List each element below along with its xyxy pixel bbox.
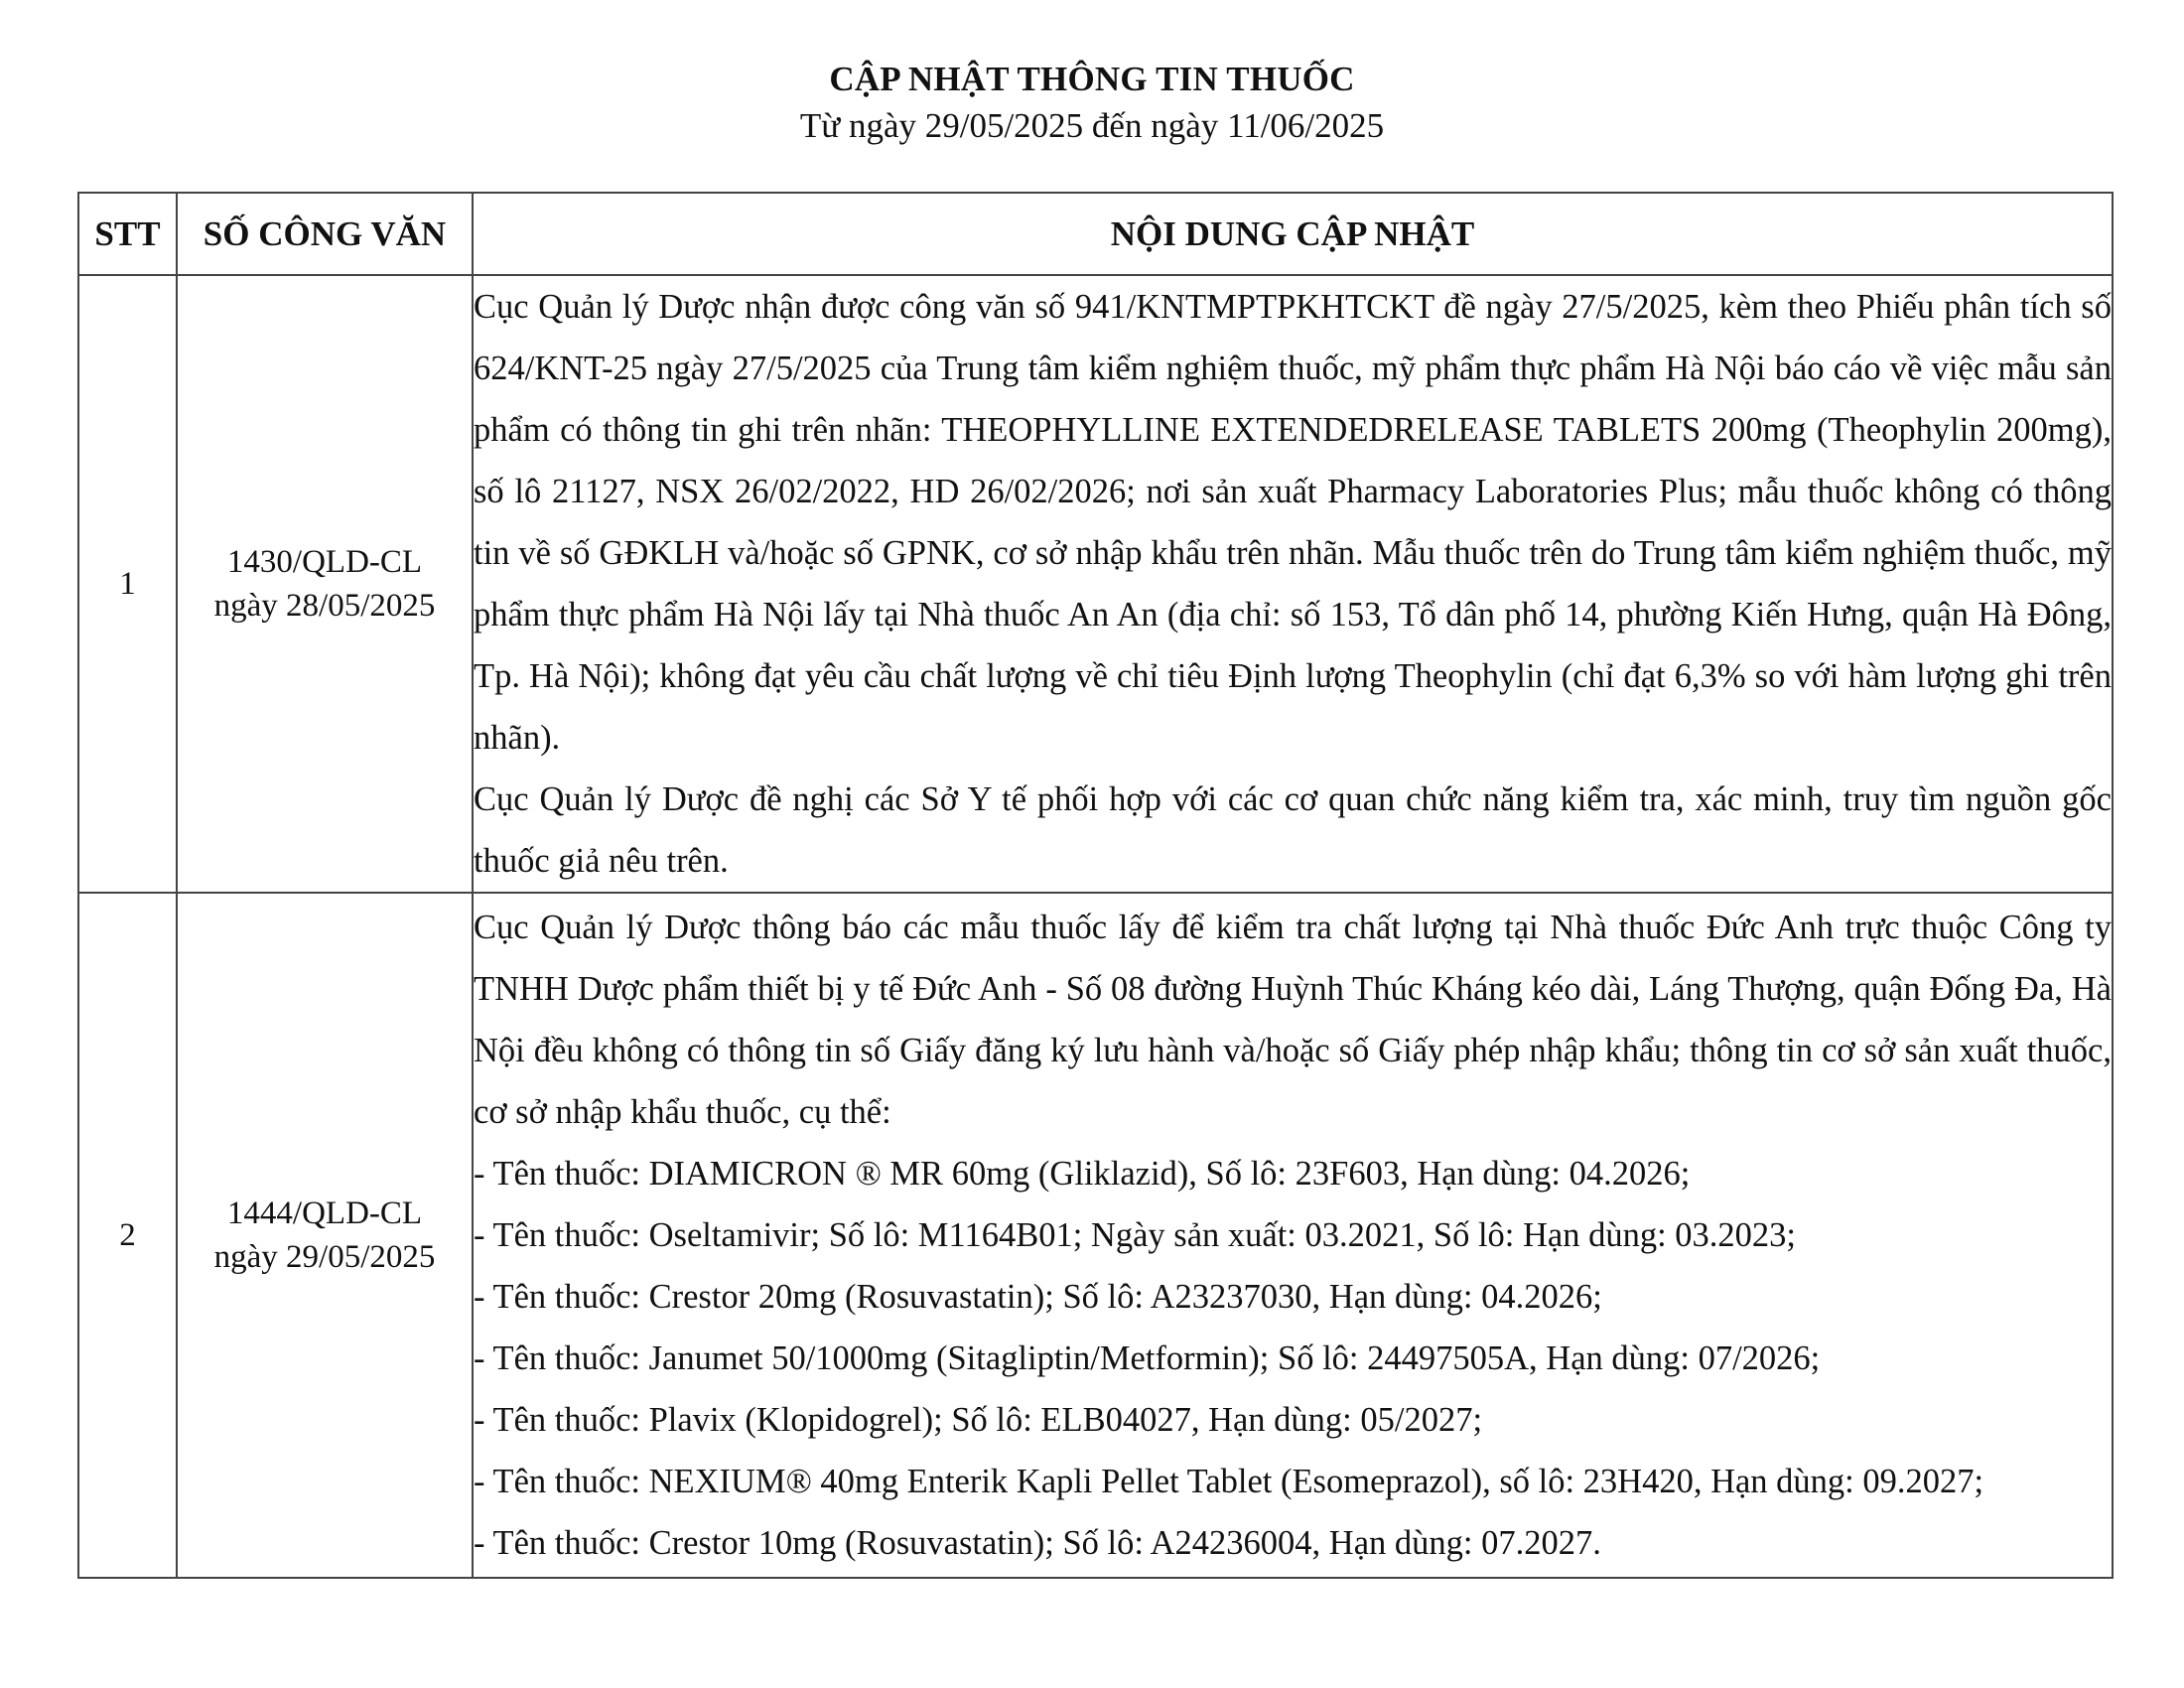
table-row <box>78 893 2113 1578</box>
row-content <box>473 275 2113 893</box>
row-stt: 2 <box>78 893 177 1578</box>
cong-van-date: ngày 28/05/2025 <box>213 588 436 624</box>
content-intro: Cục Quản lý Dược thông báo các mẫu thuốc lấy để kiểm tra chất lượng tại Nhà thuốc Đức Anh trực thuộc Công ty TNHH Dược phẩm thiết bị y tế Đức Anh - Số 08 đường Huỳnh Thúc Kháng kéo dài, Láng Thượng, quận Đống Đa, Hà Nội đều không có thông tin số Giấy đăng ký lưu hành và/hoặc số Giấy phép nhập khẩu; thông tin cơ sở sản xuất thuốc, cơ sở nhập khẩu thuốc, cụ thể: <box>474 909 2112 1131</box>
document-title: CẬP NHẬT THÔNG TIN THUỐC <box>829 60 1355 98</box>
row-so-cong-van <box>177 275 473 893</box>
header-noi-dung: NỘI DUNG CẬP NHẬT <box>473 193 2113 275</box>
table-header <box>78 193 2113 275</box>
content-paragraph: Cục Quản lý Dược nhận được công văn số 941/KNTMPTPKHTCKT đề ngày 27/5/2025, kèm theo Phiếu phân tích số 624/KNT-25 ngày 27/5/2025 của Trung tâm kiểm nghiệm thuốc, mỹ phẩm thực phẩm Hà Nội báo cáo về việc mẫu sản phẩm có thông tin ghi trên nhãn: THEOPHYLLINE EXTENDEDRELEASE TABLETS 200mg (Theophylin 200mg), số lô 21127, NSX 26/02/2022, HD 26/02/2026; nơi sản xuất Pharmacy Laboratories Plus; mẫu thuốc không có thông tin về số GĐKLH và/hoặc số GPNK, cơ sở nhập khẩu trên nhãn. Mẫu thuốc trên do Trung tâm kiểm nghiệm thuốc, mỹ phẩm thực phẩm Hà Nội lấy tại Nhà thuốc An An (địa chỉ: số 153, Tổ dân phố 14, phường Kiến Hưng, quận Hà Đông, Tp. Hà Nội); không đạt yêu cầu chất lượng về chỉ tiêu Định lượng Theophylin (chỉ đạt 6,3% so với hàm lượng ghi trên nhãn). <box>474 288 2112 757</box>
table-row <box>78 275 2113 893</box>
drug-list-item: - Tên thuốc: Janumet 50/1000mg (Sitagliptin/Metformin); Số lô: 24497505A, Hạn dùng: 07/2026; <box>474 1339 1821 1377</box>
cong-van-date: ngày 29/05/2025 <box>213 1239 436 1275</box>
row-so-cong-van <box>177 893 473 1578</box>
content-paragraph: Cục Quản lý Dược đề nghị các Sở Y tế phối hợp với các cơ quan chức năng kiểm tra, xác minh, truy tìm nguồn gốc thuốc giả nêu trên. <box>474 780 2112 880</box>
drug-list-item: - Tên thuốc: Crestor 20mg (Rosuvastatin); Số lô: A23237030, Hạn dùng: 04.2026; <box>474 1278 1602 1316</box>
header-stt: STT <box>78 193 177 275</box>
drug-list-item: - Tên thuốc: Crestor 10mg (Rosuvastatin); Số lô: A24236004, Hạn dùng: 07.2027. <box>474 1524 1601 1562</box>
drug-list-item: - Tên thuốc: Plavix (Klopidogrel); Số lô: ELB04027, Hạn dùng: 05/2027; <box>474 1401 1483 1439</box>
cong-van-number: 1444/QLD-CL <box>226 1196 423 1231</box>
cong-van-number: 1430/QLD-CL <box>226 544 423 580</box>
header-so-cong-van: SỐ CÔNG VĂN <box>177 193 473 275</box>
row-content <box>473 893 2113 1578</box>
drug-list-item: - Tên thuốc: NEXIUM® 40mg Enterik Kapli Pellet Tablet (Esomeprazol), số lô: 23H420, Hạn dùng: 09.2027; <box>474 1463 1984 1500</box>
drug-list-item: - Tên thuốc: Oseltamivir; Số lô: M1164B01; Ngày sản xuất: 03.2021, Số lô: Hạn dùng: 03.2023; <box>474 1216 1797 1254</box>
document-date-range: Từ ngày 29/05/2025 đến ngày 11/06/2025 <box>799 106 1385 145</box>
header-row <box>78 193 2113 275</box>
row-stt: 1 <box>78 275 177 893</box>
drug-update-table <box>77 192 2114 1579</box>
drug-list-item: - Tên thuốc: DIAMICRON ® MR 60mg (Gliklazid), Số lô: 23F603, Hạn dùng: 04.2026; <box>474 1155 1691 1193</box>
